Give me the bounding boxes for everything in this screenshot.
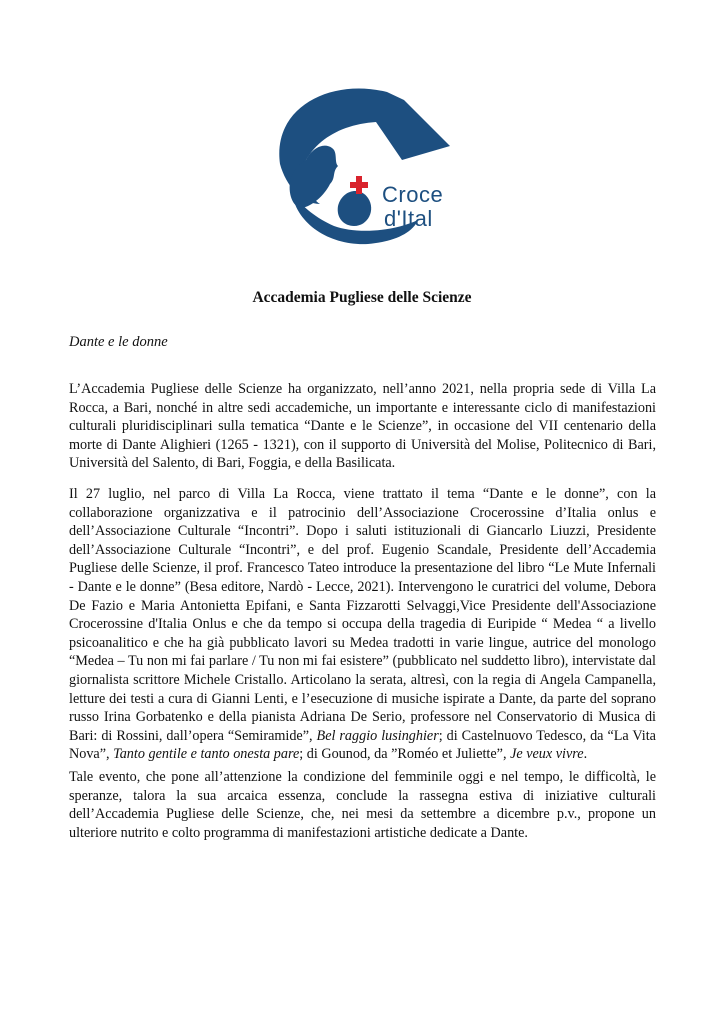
song-title: Je veux vivre xyxy=(510,746,584,763)
paragraph-intro: L’Accademia Pugliese delle Scienze ha organizzato, nell’anno 2021, nella propria sede di Villa La Rocca, a Bari, nonché in altre sedi accademiche, un importante e interessante ciclo di manifestazioni culturali pluridisciplinari sulla tematica “Dante e le Scienze”, in occasione del VII centenario della morte di Dante Alighieri (1265 - 1321), con il supporto di Università del Molise, Politecnico di Bari, Università del Salento, di Bari, Foggia, e della Basilicata. xyxy=(69,381,656,472)
paragraph-event-description xyxy=(69,485,656,764)
paragraph-text: ; di Gounod, da ”Roméo et Juliette”, xyxy=(299,746,511,763)
song-title: Bel raggio lusinghier xyxy=(316,727,439,744)
croce-ditalia-logo xyxy=(272,86,452,246)
logo-text-line1: Croce xyxy=(382,182,444,207)
song-title: Tanto gentile e tanto onesta pare xyxy=(113,746,300,763)
paragraph-text: . xyxy=(583,746,588,763)
paragraph-text: Il 27 luglio, nel parco di Villa La Rocca, viene trattato il tema “Dante e le donne”, con la collaborazione organizzativa e il patrocinio dell’Associazione Crocerossine d’Italia onlus e dell’Associazione Culturale “Incontri”. Dopo i saluti istituzionali di Giancarlo Liuzzi, Presidente dell’Associazione Culturale “Incontri”, e del prof. Eugenio Scandale, Presidente dell’Accademia Pugliese delle Scienze, il prof. Francesco Tateo introduce la presentazione del libro “Le Mute Infernali - Dante e le donne” (Besa editore, Nardò - Lecce, 2021). Intervengono le curatrici del volume, Debora De Fazio e Maria Antonietta Epifani, e Santa Fizzarotti Selvaggi,Vice Presidente dell'Associazione Crocerossine d'Italia Onlus e che da tempo si occupa della tragedia di Euripide “ Medea “ a livello psicoanalitico e che ha già pubblicato lavori su Medea tradotti in varie lingue, autrice del monologo “Medea – Tu non mi fai parlare / Tu non mi fai esistere” (pubblicato nel suddetto libro), intervistate dal giornalista scrittore Michele Cristallo. Articolano la serata, altresì, con la regia di Angela Campanella, letture dei testi a cura di Gianni Lenti, e l’esecuzione di musiche ispirate a Dante, da parte del soprano russo Irina Gorbatenko e della pianista Adriana De Serio, professore nel Conservatorio di Musica di Bari: di Rossini, dall’opera “Semiramide”, xyxy=(69,486,656,744)
logo-text-line2: d'Ital xyxy=(384,206,433,231)
article-subtitle: Dante e le donne xyxy=(69,334,168,350)
page-title: Accademia Pugliese delle Scienze xyxy=(252,289,472,306)
paragraph-text: ; di Castelnuovo Tedesco, da “La Vita Nova”, xyxy=(69,727,656,763)
paragraph-conclusion: Tale evento, che pone all’attenzione la condizione del femminile oggi e nel tempo, le difficoltà, le speranze, talora la sua arcaica essenza, conclude la rassegna estiva di iniziative culturali dell’Accademia Pugliese delle Scienze, che, nei mesi da settembre a dicembre p.v., propone un ulteriore nutrito e colto programma di manifestazioni artistiche dedicate a Dante. xyxy=(69,769,656,841)
